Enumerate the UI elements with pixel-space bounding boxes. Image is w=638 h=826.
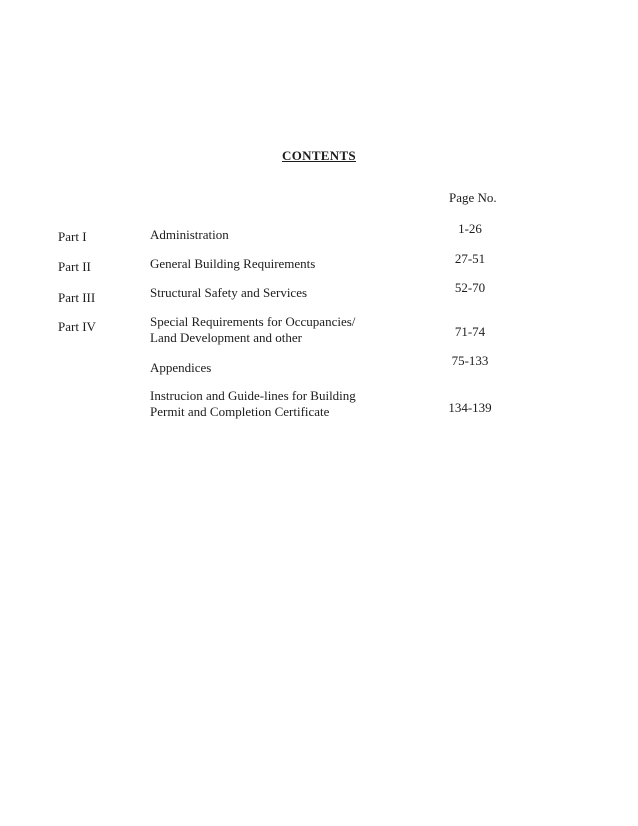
toc-entry-title: Structural Safety and Services: [150, 285, 308, 300]
toc-entry-pages: 75-133: [451, 353, 489, 368]
toc-part-label: Part IV: [58, 319, 96, 334]
page-number-header: Page No.: [449, 190, 497, 205]
toc-entry-pages: 27-51: [454, 251, 486, 266]
toc-part-label: Part III: [58, 290, 96, 305]
toc-entry-pages: 52-70: [454, 280, 486, 295]
page-title: CONTENTS: [282, 148, 356, 163]
toc-entry-pages: 71-74: [454, 324, 486, 339]
toc-entry-pages: 1-26: [458, 221, 482, 236]
toc-entry-title: Appendices: [150, 360, 212, 375]
toc-entry-title-line2: Permit and Completion Certificate: [150, 404, 330, 419]
toc-part-label: Part I: [58, 229, 87, 244]
toc-entry-title-line1: Special Requirements for Occupancies/: [150, 314, 356, 329]
toc-entry-title: General Building Requirements: [150, 256, 316, 271]
toc-part-label: Part II: [58, 259, 91, 274]
toc-entry-title-line2: Land Development and other: [150, 330, 302, 345]
toc-entry-title: Administration: [150, 227, 229, 242]
toc-entry-pages: 134-139: [448, 400, 492, 415]
toc-entry-title-line1: Instrucion and Guide-lines for Building: [150, 388, 356, 403]
